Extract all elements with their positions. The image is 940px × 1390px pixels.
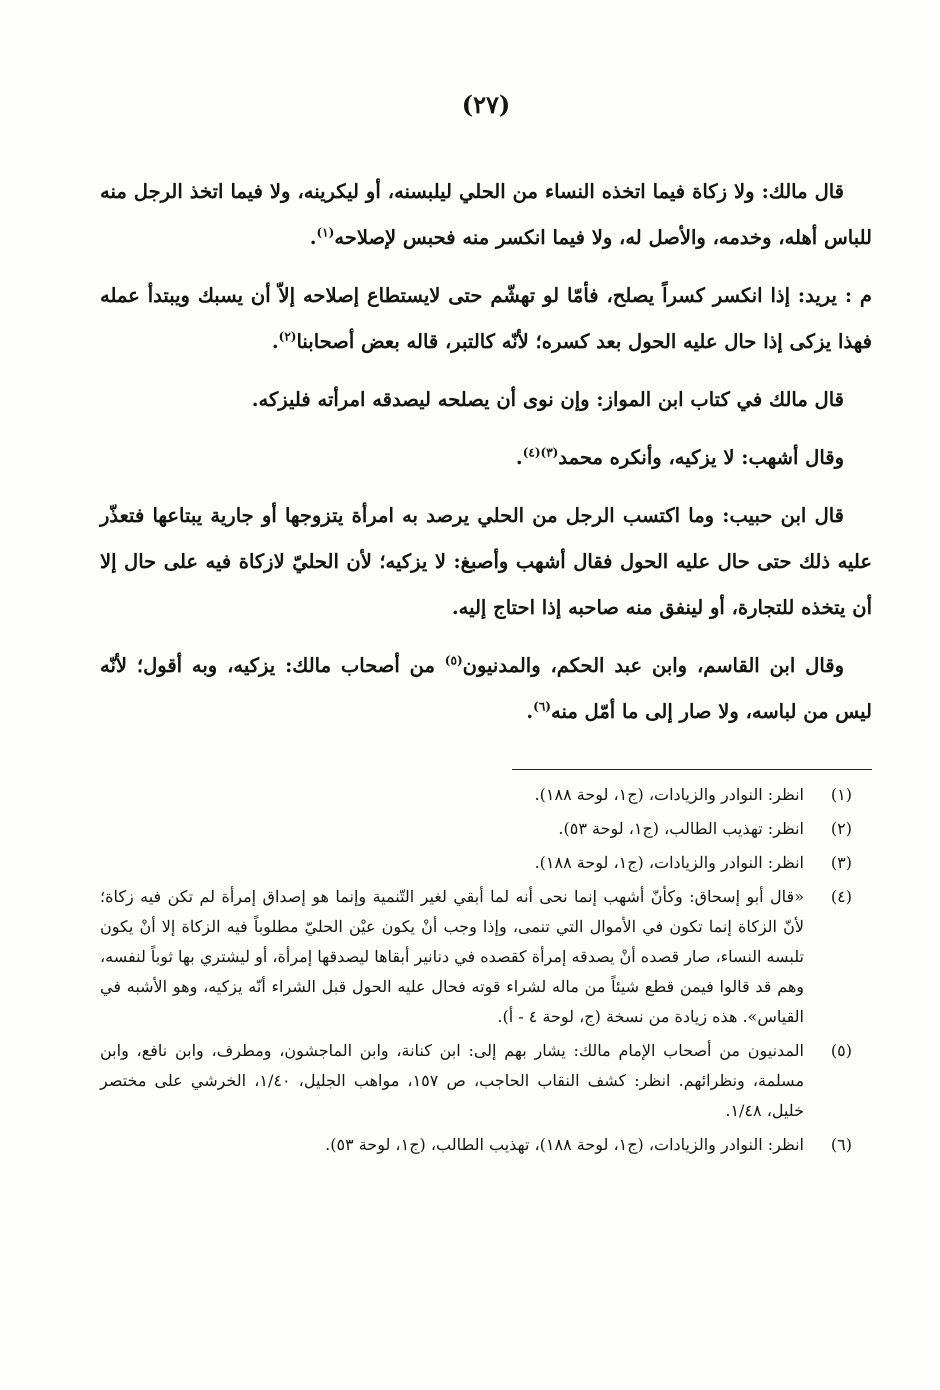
- footnote-2: (٢) انظر: تهذيب الطالب، (ج١، لوحة ٥٣).: [558, 819, 852, 838]
- footnotes: [100, 780, 872, 1160]
- paragraph-4: وقال أشهب: لا يزكيه، وأنكره محمد$^{(٣)(٤)}$.: [515, 445, 844, 469]
- footnote-ref-6: (٦): [533, 699, 551, 714]
- main-text: [100, 169, 872, 735]
- footnote-ref-2: (٢): [278, 329, 297, 344]
- footnote-6: (٦) انظر: النوادر والزيادات، (ج١، لوحة ١٨٨)، تهذيب الطالب، (ج١، لوحة ٥٣).: [325, 1135, 852, 1154]
- footnote-divider: [512, 769, 872, 770]
- paragraph-5: قال ابن حبيب: وما اكتسب الرجل من الحلي يرصد به امرأة يتزوجها أو جارية يبتاعها فتعذّر عليه ذلك حتى حال عليه الحول فقال أشهب وأصبغ: لا يزكيه؛ لأن الحليّ لازكاة فيه على حال إلا أن يتخذه للتجارة، أو لينفق منه صاحبه إذا احتاج إليه.: [100, 504, 872, 619]
- footnote-ref-3-4: (٣)(٤): [522, 445, 559, 460]
- paragraph-1: قال مالك: ولا زكاة فيما اتخذه النساء من الحلي ليلبسنه، أو ليكرينه، ولا فيما اتخذ الرجل منه للباس أهله، وخدمه، والأصل له، ولا فيما انكسر منه فحبس لإصلاحه$^{(١)}$.: [100, 180, 872, 249]
- footnote-3: (٣) انظر: النوادر والزيادات، (ج١، لوحة ١٨٨).: [534, 853, 852, 872]
- footnote-1: (١) انظر: النوادر والزيادات، (ج١، لوحة ١٨٨).: [534, 785, 852, 804]
- footnote-5: (٥) المدنيون من أصحاب الإمام مالك: يشار بهم إلى: ابن كنانة، وابن الماجشون، ومطرف، وابن نافع، وابن مسلمة، ونظرائهم. انظر: كشف النقاب الحاجب، ص ١٥٧، مواهب الجليل، ١/٤٠، الخرشي على مختصر خليل، ١/٤٨.: [100, 1041, 852, 1120]
- paragraph-2: م : يريد: إذا انكسر كسراً يصلح، فأمّا لو تهشّم حتى لايستطاع إصلاحه إلاّ أن يسبك ويبتدأ عمله فهذا يزكى إذا حال عليه الحول بعد كسره؛ لأنّه كالتبر، قاله بعض أصحابنا$^{(٢)}$.: [100, 284, 872, 353]
- footnote-ref-1: (١): [316, 225, 335, 240]
- footnote-4: (٤) «قال أبو إسحاق: وكأنّ أشهب إنما نحى أنه لما أبقي لغير التّنمية وإنما هو إصداق إمرأة لم تكن فيه زكاة؛ لأنّ الزكاة إنما تكون في الأموال التي تنمى، وإذا وجب أنْ يكون عيْن الحليّ مطلوباً فيه الزكاة إلا أنْ يكون تلبسه النساء، صار قصده أنْ يصدقه إمرأة كقصده في دنانير أبقاها ليصدقها إمرأة، أو ليشتري بها ثوباً لنفسه، وهم قد قالوا فيمن قطع شيئاً من ماله لشراء قوته فحال عليه الحول قبل الشراء أنّه يزكيه، وهو الأشبه في القياس». هذه زيادة من نسخة (ج، لوحة ٤ - أ).: [100, 887, 852, 1026]
- paragraph-3: قال مالك في كتاب ابن المواز: وإن نوى أن يصلحه ليصدقه امرأته فليزكه.: [251, 388, 844, 411]
- page-number: (٢٧): [461, 90, 511, 119]
- paragraph-6: وقال ابن القاسم، وابن عبد الحكم، والمدنيون$^{(٥)}$ من أصحاب مالك: يزكيه، وبه أقول؛ لأنّه ليس من لباسه، ولا صار إلى ما أمّل منه$^{(٦)}$.: [100, 653, 872, 723]
- footnote-ref-5: (٥): [444, 653, 463, 668]
